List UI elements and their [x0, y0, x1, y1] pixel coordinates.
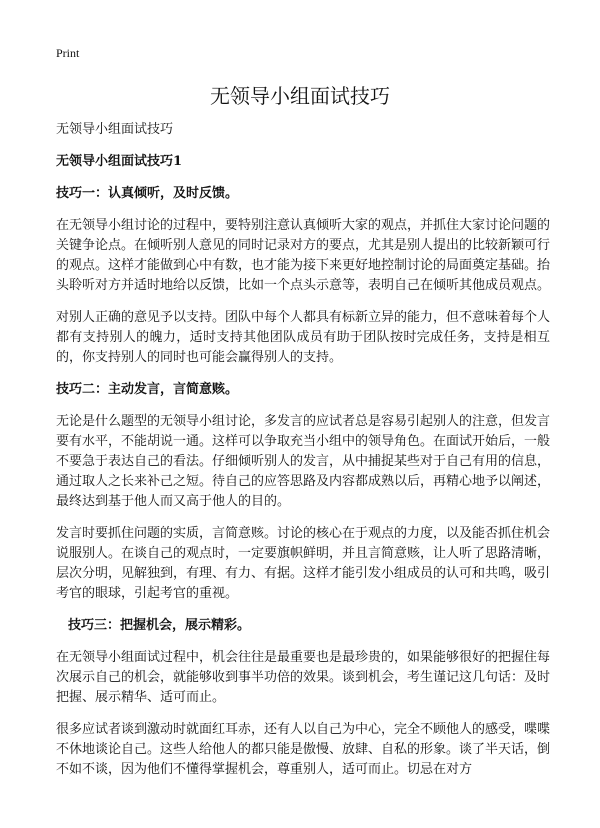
section-heading-1: 技巧一：认真倾听，及时反馈。	[56, 186, 239, 201]
section-2-paragraph-2: 发言时要抓住问题的实质，言简意赅。讨论的核心在于观点的力度，以及能否抓住机会说服别人。在谈自己的观点时，一定要旗帜鲜明，并且言简意赅，让人听了思路清晰，层次分明，见解独到，有理、有力、有据。这样才能引发小组成员的认可和共鸣，吸引考官的眼球，引起考官的重视。	[56, 526, 551, 601]
section-2-paragraph-1: 无论是什么题型的无领导小组讨论，多发言的应试者总是容易引起别人的注意，但发言要有水平，不能胡说一通。这样可以争取充当小组中的领导角色。在面试开始后，一般不要急于表达自己的看法。仔细倾听别人的发言，从中捕捉某些对于自己有用的信息，通过取人之长来补己之短。待自己的应答思路及内容都成熟以后，再精心地予以阐述，最终达到基于他人而又高于他人的目的。	[56, 414, 551, 509]
document-body	[56, 120, 550, 792]
document-title: 无领导小组面试技巧	[210, 84, 390, 108]
section-1-paragraph-1: 在无领导小组讨论的过程中，要特别注意认真倾听大家的观点，并抓住大家讨论问题的关键争论点。在倾听别人意见的同时记录对方的要点，尤其是别人提出的比较新颖可行的观点。这样才能做到心中有数，也才能为接下来更好地控制讨论的局面奠定基础。抬头聆听对方并适时地给以反馈，比如一个点头示意等，表明自己在倾听其他成员观点。	[56, 218, 551, 293]
section-3-paragraph-2: 很多应试者谈到激动时就面红耳赤，还有人以自己为中心，完全不顾他人的感受，喋喋不休地谈论自己。这些人给他人的都只能是傲慢、放肆、自私的形象。谈了半天话，倒不如不谈，因为他们不懂得掌握机会，尊重别人，适可而止。切忌在对方	[56, 722, 551, 777]
document-subtitle: 无领导小组面试技巧	[56, 122, 174, 137]
document-subheading: 无领导小组面试技巧1	[56, 154, 183, 169]
section-3-paragraph-1: 在无领导小组面试过程中，机会往往是最重要也是最珍贵的，如果能够很好的把握住每次展示自己的机会，就能够收到事半功倍的效果。谈到机会，考生谨记这几句话：及时把握、展示精华、适可而止。	[56, 650, 551, 705]
section-1-paragraph-2: 对别人正确的意见予以支持。团队中每个人都具有标新立异的能力，但不意味着每个人都有支持别人的魄力，适时支持其他团队成员有助于团队按时完成任务，支持是相互的，你支持别人的同时也可能会赢得别人的支持。	[56, 310, 551, 365]
section-heading-3: 技巧三：把握机会，展示精彩。	[68, 618, 251, 633]
print-label: Print	[56, 46, 80, 60]
section-heading-2: 技巧二：主动发言，言简意赅。	[56, 382, 239, 397]
